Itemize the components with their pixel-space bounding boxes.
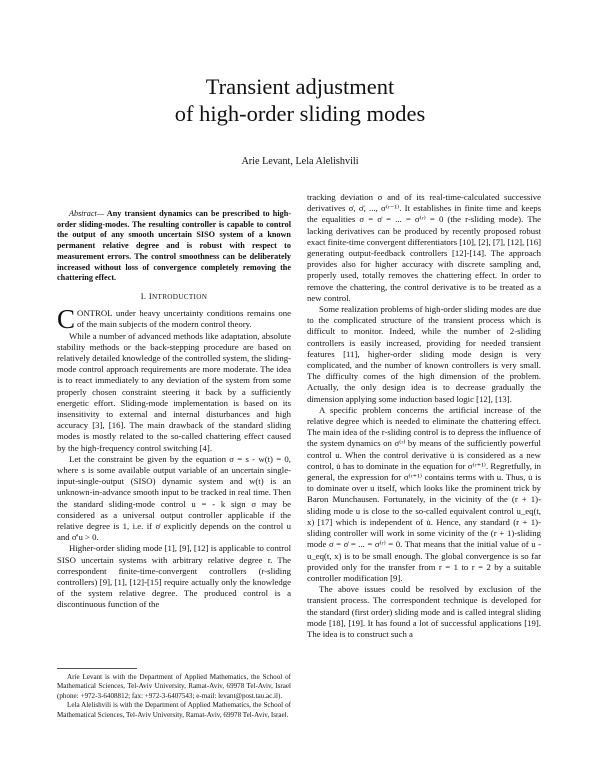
abstract-label: Abstract— [69,209,105,218]
footnote-affiliation-2: Lela Alelishvili is with the Department of Applied Mathematics, the School of Mathematical Sciences, Tel-Aviv University, Ramat-Aviv, 69978 Tel-Aviv, Israel. [57,701,291,719]
intro-paragraph-4: Higher-order sliding mode [1], [9], [12] is applicable to control SISO uncertain systems with arbitrary relative degree r. The correspondent finite-time-convergent controllers (r-sliding controllers) [9], [1], [12]-[15] require actually only the knowledge of the system relative degree. The produced control is a discontinuous function of the [57,543,291,610]
right-paragraph-3: A specific problem concerns the artificial increase of the relative degree which is needed to eliminate the chattering effect. The main idea of the r-sliding control is to depress the influence of the system dynamics on σ⁽ʳ⁾ by means of the sufficiently powerful control u. When the control derivative u̇ is considered as a new control, u̇ has to dominate in the equation for σ⁽ʳ⁺¹⁾. Regretfully, in general, the expression for σ⁽ʳ⁺¹⁾ contains terms with u. Thus, u̇ is to dominate over u itself, which looks like the prominent trick by Baron Munchausen. Fortunately, in the vicinity of the (r + 1)-sliding mode u is close to the so-called equivalent control u_eq(t, x) [17] which is independent of u̇. Hence, any standard (r + 1)-sliding controller will work in some vicinity of the (r + 1)-sliding mode σ = σ̇ = ... = σ⁽ʳ⁾ = 0. That means that the initial value of u - u_eq(t, x) is to be small enough. The global convergence is so far provided only for the transfer from r = 1 to r = 2 by a suitable controller modification [9]. [307,404,541,583]
intro-paragraph-2: While a number of advanced methods like adaptation, absolute stability methods or the back-stepping procedure are based on relatively detailed knowledge of the controlled system, the sliding-mode control approach requirements are more moderate. The idea is to react immediately to any deviation of the system from some properly chosen constraint steering it back by a sufficiently energetic effort. Sliding-mode implementation is based on its insensitivity to external and internal disturbances and high accuracy [3], [16]. The main drawback of the standard sliding modes is mostly related to the so-called chattering effect caused by the high-frequency control switching [4]. [57,330,291,453]
abstract [57,209,291,284]
abstract-text: Any transient dynamics can be prescribed to high-order sliding-modes. The resulting controller is capable to control the output of any smooth uncertain SISO system of a known permanent relative degree and is robust with respect to measurement errors. The control smoothness can be deliberately increased without loss of convergence completely removing the chattering effect. [57,209,291,283]
right-paragraph-4: The above issues could be resolved by exclusion of the transient process. The correspondent technique is developed for the standard (first order) sliding mode and is called integral sliding mode [18], [19]. It has found a lot of successful applications [19]. The idea is to construct such a [307,584,541,639]
footnote-affiliation-1: Arie Levant is with the Department of Applied Mathematics, the School of Mathematical Sciences, Tel-Aviv University, Ramat-Aviv, 69978 Tel-Aviv, Israel (phone: +972-3-6408812; fax: +972-3-6407543; e-mail: levant@post.tau.ac.il). [57,673,291,700]
intro-p1-rest: under heavy uncertainty conditions remains one of the main subjects of the modern control theory. [77,308,291,330]
section-name-first: I [148,290,153,301]
section-numeral: I. [140,290,147,301]
intro-paragraph-1 [57,304,291,335]
right-column [307,192,541,640]
left-column [57,209,291,611]
intro-p1-smallcaps: ONTROL [77,308,113,319]
section-heading-introduction [57,291,291,303]
intro-paragraph-3: Let the constraint be given by the equation σ = s - w(t) = 0, where s is some available output variable of an uncertain single-input-single-output (SISO) dynamic system and w(t) is an unknown-in-advance smooth input to be tracked in real time. Then the standard sliding-mode control u = - k sign σ may be considered as a universal output controller applicable if the relative degree is 1, i.e. if σ̇ explicitly depends on the control u and σ̇′u > 0. [57,453,291,543]
right-paragraph-1: tracking deviation σ and of its real-time-calculated successive derivatives σ̇, σ̈, ..., σ⁽ʳ⁻¹⁾. It establishes in finite time and keeps the equalities σ = σ̇ = ... = σ⁽ʳ⁾ = 0 (the r-sliding mode). The lacking derivatives can be produced by recently proposed robust exact finite-time convergent differentiators [10], [2], [7], [12], [16] generating output-feedback controllers [12]-[14]. The approach provides also for higher accuracy with discrete sampling and, properly used, totally removes the chattering effect. In order to remove the chattering, the control derivative is to be treated as a new control. [307,192,541,303]
footnotes [57,673,291,720]
dropcap: C [57,304,76,335]
paper-title-line-1: Transient adjustment [205,74,395,99]
paper-title-line-2: of high-order sliding modes [174,101,426,126]
right-paragraph-2: Some realization problems of high-order sliding modes are due to the complicated structure of the transient process which is difficult to monitor. Indeed, while the number of 2-sliding controllers is easily increased, providing for needed transient features [11], higher-order sliding mode design is very complicated, and the number of known controllers is very small. The difficulty comes of the high dimension of the problem. Actually, the only design idea is to decrease gradually the dimension applying some induction based logic [12], [13]. [307,304,541,404]
authors: Arie Levant, Lela Alelishvili [241,156,359,167]
section-name-rest: NTRODUCTION [152,292,208,301]
footnote-rule [57,668,137,669]
